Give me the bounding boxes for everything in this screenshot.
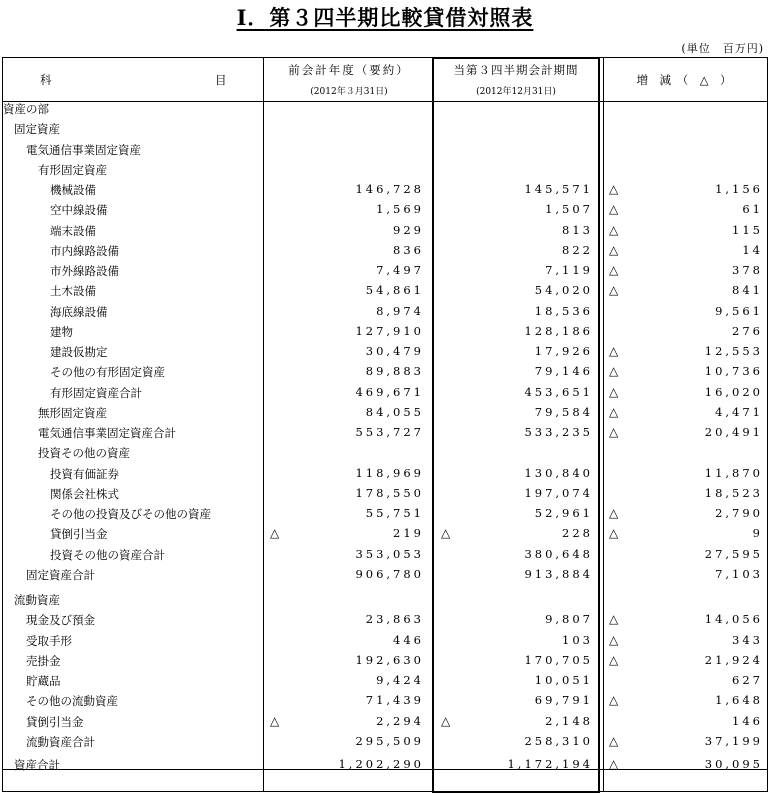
row-label: その他の流動資産 [26, 694, 118, 709]
change-value: 9,561 [715, 303, 763, 318]
change-value: 2,790 [715, 506, 763, 520]
negative-mark: △ [609, 526, 619, 541]
prev-value: 906,780 [355, 566, 424, 581]
table-row [0, 240, 770, 260]
row-label: 固定資産合計 [26, 567, 95, 582]
table-row [0, 754, 770, 774]
row-label: 建設仮勘定 [50, 345, 108, 359]
change-value: 20,491 [704, 425, 763, 439]
change-value: 27,595 [704, 546, 763, 561]
negative-mark: △ [609, 384, 619, 399]
table-row [0, 483, 770, 503]
row-label: 建物 [50, 324, 73, 339]
prev-value: 469,671 [355, 384, 424, 399]
current-value: 145,571 [524, 182, 593, 196]
negative-mark: △ [609, 757, 619, 771]
negative-mark: △ [609, 404, 619, 419]
prev-value: 7,497 [376, 263, 424, 277]
table-row [0, 382, 770, 402]
current-value: 128,186 [524, 323, 593, 338]
negative-mark: △ [609, 693, 619, 708]
negative-mark: △ [609, 733, 619, 748]
prev-value: 446 [393, 632, 424, 647]
row-label: 貯蔵品 [26, 674, 61, 688]
change-value: 18,523 [704, 485, 763, 500]
prev-value: 89,883 [365, 364, 424, 379]
row-label: 有形固定資産合計 [50, 385, 142, 400]
current-value: 54,020 [534, 283, 593, 298]
table-row [0, 199, 770, 219]
prev-value: 178,550 [355, 485, 424, 500]
change-value: 12,553 [704, 344, 763, 358]
current-value: 533,235 [524, 425, 593, 439]
row-label: 現金及び預金 [26, 613, 95, 628]
negative-mark: △ [609, 222, 619, 237]
header-subject-b: 目 [215, 73, 227, 87]
current-value: 1,507 [545, 202, 593, 217]
current-value: 2,148 [545, 713, 593, 728]
header-prev-year: 前会計年度（要約） [288, 63, 410, 77]
current-value: 453,651 [524, 384, 593, 399]
negative-mark: △ [609, 263, 619, 277]
table-row [0, 139, 770, 159]
header-subject-a: 科 [40, 73, 52, 87]
prev-value: 54,861 [365, 283, 424, 298]
prev-value: 1,569 [376, 202, 424, 217]
table-row [0, 260, 770, 280]
negative-mark: △ [609, 202, 619, 217]
negative-mark: △ [441, 713, 451, 728]
table-row [0, 442, 770, 462]
row-label: 市内線路設備 [50, 243, 119, 258]
change-value: 61 [742, 202, 763, 217]
row-label: 貸倒引当金 [50, 527, 108, 542]
negative-mark: △ [270, 713, 280, 728]
row-label: 市外線路設備 [50, 264, 119, 278]
table-row [0, 463, 770, 483]
change-value: 16,020 [704, 384, 763, 399]
change-value: 378 [732, 263, 763, 277]
unit-label: (単位 百万円) [681, 42, 764, 55]
change-value: 146 [732, 713, 763, 728]
table-row [0, 670, 770, 690]
current-value: 103 [562, 632, 593, 647]
prev-value: 295,509 [355, 733, 424, 748]
prev-value: 84,055 [365, 404, 424, 419]
row-label: 資産合計 [14, 758, 60, 772]
negative-mark: △ [609, 242, 619, 257]
table-row [0, 544, 770, 564]
table-row [0, 650, 770, 670]
table-row [0, 159, 770, 179]
table-row [0, 301, 770, 321]
row-label: 電気通信事業固定資産 [26, 142, 141, 157]
change-value: 30,095 [704, 757, 763, 771]
change-value: 343 [732, 632, 763, 647]
prev-value: 553,727 [355, 425, 424, 439]
negative-mark: △ [609, 425, 619, 439]
prev-value: 192,630 [355, 652, 424, 667]
current-value: 17,926 [534, 344, 593, 358]
row-label: 投資その他の資産合計 [50, 547, 165, 562]
negative-mark: △ [609, 506, 619, 520]
table-row [0, 341, 770, 361]
table-row [0, 402, 770, 422]
prev-value: 1,202,290 [338, 757, 424, 771]
table-row [0, 630, 770, 650]
current-value: 228 [562, 526, 593, 541]
row-label: その他の有形固定資産 [50, 365, 165, 380]
negative-mark: △ [609, 652, 619, 667]
table-row [0, 118, 770, 138]
row-label: 投資その他の資産 [38, 446, 130, 461]
row-label: 機械設備 [50, 183, 96, 197]
header-prev-date: (2012年３月31日) [310, 87, 388, 97]
negative-mark: △ [609, 364, 619, 379]
change-value: 9 [752, 526, 763, 541]
row-label: 空中線設備 [50, 203, 108, 218]
current-value: 197,074 [524, 485, 593, 500]
negative-mark: △ [609, 182, 619, 196]
row-label: 流動資産 [14, 593, 60, 607]
current-value: 69,791 [534, 693, 593, 708]
row-label: 投資有価証券 [50, 466, 119, 481]
change-value: 1,648 [715, 693, 763, 708]
table-row [0, 98, 770, 118]
current-value: 79,584 [534, 404, 593, 419]
change-value: 11,870 [704, 465, 763, 480]
prev-value: 23,863 [365, 612, 424, 627]
table-row [0, 321, 770, 341]
current-value: 18,536 [534, 303, 593, 318]
prev-value: 2,294 [376, 713, 424, 728]
negative-mark: △ [609, 632, 619, 647]
negative-mark: △ [270, 526, 280, 541]
row-label: 関係会社株式 [50, 486, 119, 501]
page-title: Ⅰ．第３四半期比較貸借対照表 [236, 5, 534, 30]
current-value: 9,807 [545, 612, 593, 627]
table-row [0, 220, 770, 240]
table-row [0, 503, 770, 523]
prev-value: 836 [393, 242, 424, 257]
negative-mark: △ [609, 612, 619, 627]
table-row [0, 609, 770, 629]
negative-mark: △ [609, 283, 619, 298]
row-label: 無形固定資産 [38, 405, 107, 420]
change-value: 21,924 [704, 652, 763, 667]
prev-value: 929 [393, 222, 424, 237]
row-label: 土木設備 [50, 284, 96, 299]
table-row [0, 422, 770, 442]
change-value: 1,156 [715, 182, 763, 196]
prev-value: 9,424 [376, 673, 424, 687]
table-row [0, 711, 770, 731]
table-row [0, 731, 770, 751]
current-value: 380,648 [524, 546, 593, 561]
row-label: 資産の部 [3, 102, 49, 116]
prev-value: 219 [393, 526, 424, 541]
header-change: 増 減 （ △ ） [636, 73, 732, 87]
current-value: 79,146 [534, 364, 593, 379]
row-label: 海底線設備 [50, 304, 108, 319]
row-label: 貸倒引当金 [26, 714, 84, 729]
table-row [0, 280, 770, 300]
row-label: 固定資産 [14, 122, 60, 137]
row-label: 売掛金 [26, 653, 61, 668]
header-current-date: (2012年12月31日) [476, 87, 556, 97]
negative-mark: △ [609, 344, 619, 358]
change-value: 115 [732, 222, 763, 237]
prev-value: 127,910 [355, 323, 424, 338]
table-row [0, 523, 770, 543]
change-value: 14 [742, 242, 763, 257]
change-value: 10,736 [704, 364, 763, 379]
row-label: 流動資産合計 [26, 734, 95, 749]
row-label: 電気通信事業固定資産合計 [38, 426, 176, 440]
change-value: 37,199 [704, 733, 763, 748]
row-label: 有形固定資産 [38, 162, 107, 177]
table-row [0, 361, 770, 381]
header-current-period: 当第３四半期会計期間 [453, 63, 579, 77]
prev-value: 146,728 [355, 182, 424, 196]
prev-value: 118,969 [355, 465, 424, 480]
current-value: 130,840 [524, 465, 593, 480]
current-value: 1,172,194 [507, 757, 593, 771]
change-value: 14,056 [704, 612, 763, 627]
table-row [0, 179, 770, 199]
current-value: 258,310 [524, 733, 593, 748]
change-value: 627 [732, 673, 763, 687]
change-value: 4,471 [715, 404, 763, 419]
prev-value: 353,053 [355, 546, 424, 561]
row-label: 受取手形 [26, 633, 72, 648]
change-value: 276 [732, 323, 763, 338]
current-value: 813 [562, 222, 593, 237]
table-row [0, 589, 770, 609]
current-value: 10,051 [534, 673, 593, 687]
table-row [0, 690, 770, 710]
change-value: 841 [732, 283, 763, 298]
current-value: 52,961 [534, 506, 593, 520]
current-value: 170,705 [524, 652, 593, 667]
negative-mark: △ [441, 526, 451, 541]
prev-value: 8,974 [376, 303, 424, 318]
table-row [0, 564, 770, 584]
prev-value: 55,751 [365, 506, 424, 520]
row-label: その他の投資及びその他の資産 [50, 507, 211, 521]
prev-value: 71,439 [365, 693, 424, 708]
current-value: 913,884 [524, 566, 593, 581]
current-value: 7,119 [545, 263, 593, 277]
prev-value: 30,479 [365, 344, 424, 358]
current-value: 822 [562, 242, 593, 257]
row-label: 端末設備 [50, 223, 96, 238]
change-value: 7,103 [715, 566, 763, 581]
